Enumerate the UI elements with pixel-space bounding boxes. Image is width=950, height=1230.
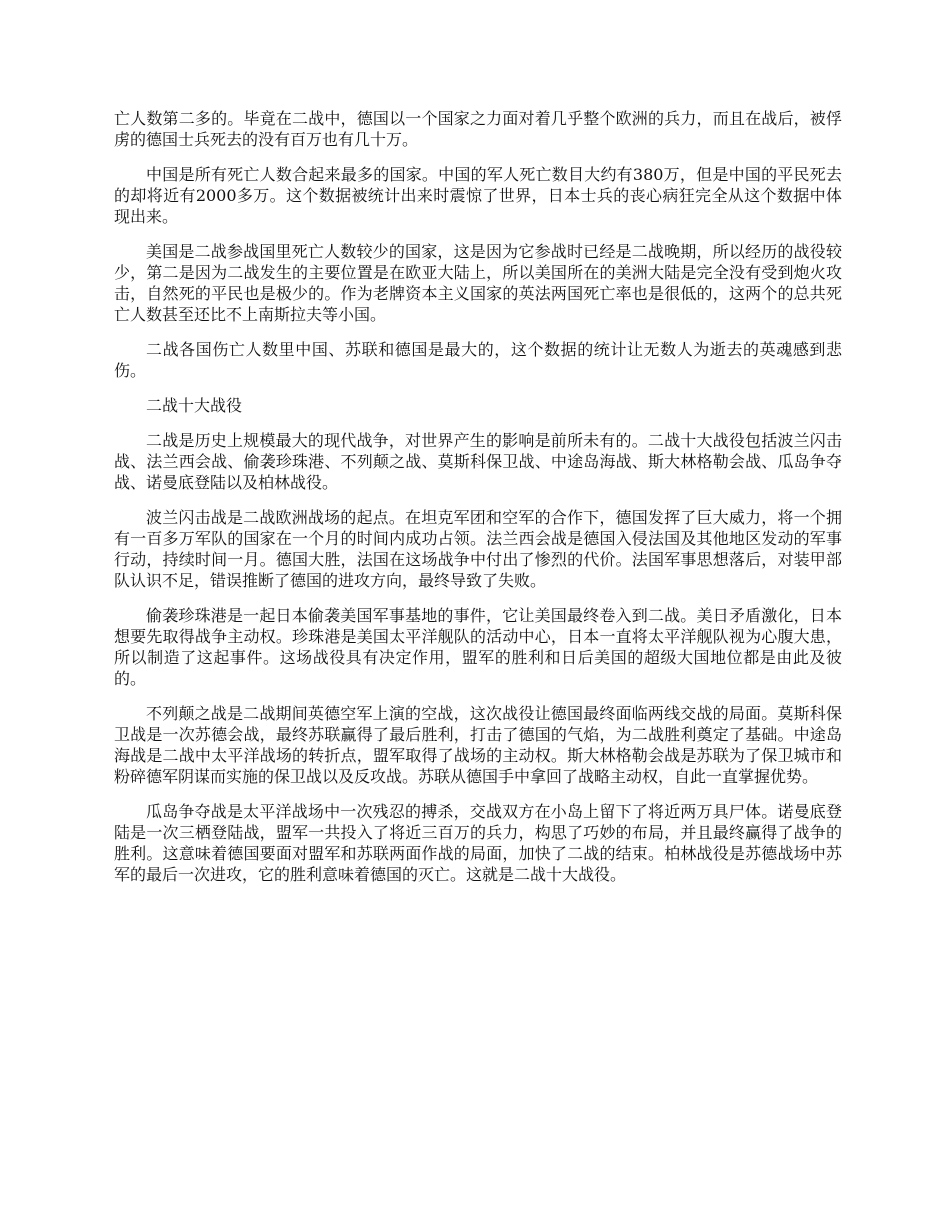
paragraph-pearl-harbor: 偷袭珍珠港是一起日本偷袭美国军事基地的事件，它让美国最终卷入到二战。美日矛盾激化，日本想要先取得战争主动权。珍珠港是美国太平洋舰队的活动中心，日本一直将太平洋舰队视为心腹大患，所以制造了这起事件。这场战役具有决定作用，盟军的胜利和日后美国的超级大国地位都是由此及彼的。 — [114, 606, 842, 688]
document-page — [114, 108, 842, 899]
section-heading-ten-battles: 二战十大战役 — [146, 396, 243, 415]
paragraph-ten-battles-intro: 二战是历史上规模最大的现代战争，对世界产生的影响是前所未有的。二战十大战役包括波兰闪击战、法兰西会战、偷袭珍珠港、不列颠之战、莫斯科保卫战、中途岛海战、斯大林格勒会战、瓜岛争夺战、诺曼底登陆以及柏林战役。 — [114, 431, 842, 492]
paragraph-casualties-usa: 美国是二战参战国里死亡人数较少的国家，这是因为它参战时已经是二战晚期，所以经历的战役较少，第二是因为二战发生的主要位置是在欧亚大陆上，所以美国所在的美洲大陆是完全没有受到炮火攻击，自然死的平民也是极少的。作为老牌资本主义国家的英法两国死亡率也是很低的，这两个的总共死亡人数甚至还比不上南斯拉夫等小国。 — [114, 242, 842, 324]
paragraph-britain-moscow-midway-stalingrad: 不列颠之战是二战期间英德空军上演的空战，这次战役让德国最终面临两线交战的局面。莫斯科保卫战是一次苏德会战，最终苏联赢得了最后胜利，打击了德国的气焰，为二战胜利奠定了基础。中途岛海战是二战中太平洋战场的转折点，盟军取得了战场的主动权。斯大林格勒会战是苏联为了保卫城市和粉碎德军阴谋而实施的保卫战以及反攻战。苏联从德国手中拿回了战略主动权，自此一直掌握优势。 — [114, 704, 842, 786]
paragraph-guadalcanal-normandy-berlin: 瓜岛争夺战是太平洋战场中一次残忍的搏杀，交战双方在小岛上留下了将近两万具尸体。诺曼底登陆是一次三栖登陆战，盟军一共投入了将近三百万的兵力，构思了巧妙的布局，并且最终赢得了战争的胜利。这意味着德国要面对盟军和苏联两面作战的局面，加快了二战的结束。柏林战役是苏德战场中苏军的最后一次进攻，它的胜利意味着德国的灭亡。这就是二战十大战役。 — [114, 802, 842, 884]
paragraph-casualties-germany: 亡人数第二多的。毕竟在二战中，德国以一个国家之力面对着几乎整个欧洲的兵力，而且在战后，被俘虏的德国士兵死去的没有百万也有几十万。 — [114, 109, 842, 149]
paragraph-poland-france: 波兰闪击战是二战欧洲战场的起点。在坦克军团和空军的合作下，德国发挥了巨大威力，将一个拥有一百多万军队的国家在一个月的时间内成功占领。法兰西会战是德国入侵法国及其他地区发动的军事行动，持续时间一月。德国大胜，法国在这场战争中付出了惨烈的代价。法国军事思想落后，对装甲部队认识不足，错误推断了德国的进攻方向，最终导致了失败。 — [114, 508, 842, 590]
paragraph-casualties-china: 中国是所有死亡人数合起来最多的国家。中国的军人死亡数目大约有380万，但是中国的平民死去的却将近有2000多万。这个数据被统计出来时震惊了世界，日本士兵的丧心病狂完全从这个数据中体现出来。 — [114, 165, 842, 226]
paragraph-casualties-summary: 二战各国伤亡人数里中国、苏联和德国是最大的，这个数据的统计让无数人为逝去的英魂感到悲伤。 — [114, 340, 842, 380]
